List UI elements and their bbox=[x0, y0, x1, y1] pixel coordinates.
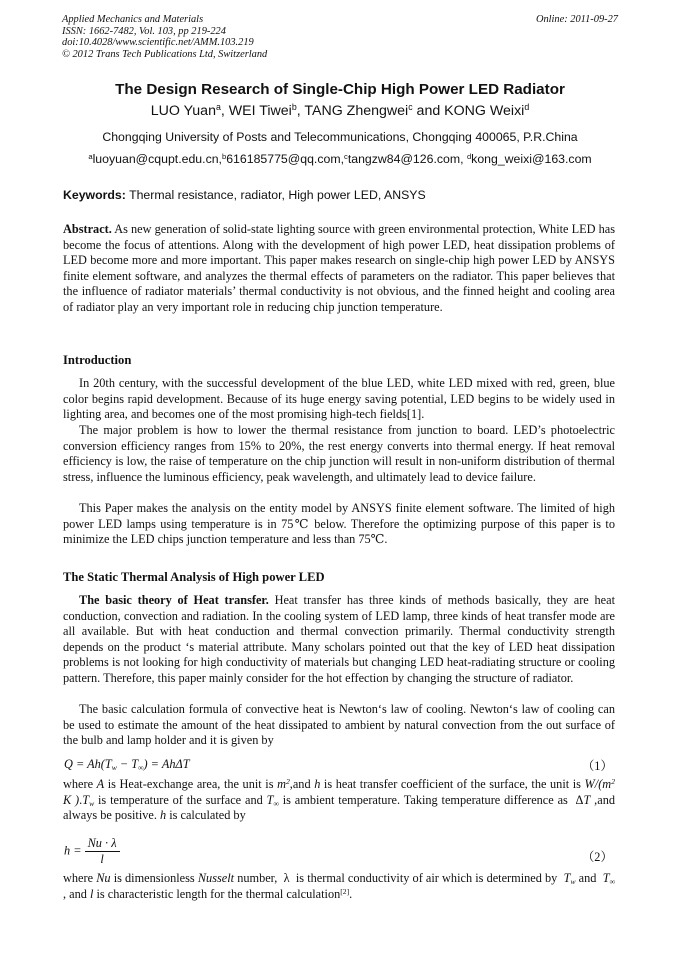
email-list bbox=[62, 152, 618, 166]
intro-paragraph-2: The major problem is how to lower the thermal resistance from junction to board. LED’s photoelectric conversion efficiency ranges from 15% to 20%, the rest energy converts into thermal energy. If heat removal efficiency is low, the raise of temperature on the chip junction will result in non-uniform distribution of thermal stress, influence the luminous efficiency, peak wavelength, and ultimately lead to device failure. bbox=[63, 423, 615, 484]
issn-line: ISSN: 1662-7482, Vol. 103, pp 219-224 bbox=[62, 25, 226, 37]
copyright-line: © 2012 Trans Tech Publications Ltd, Switzerland bbox=[62, 48, 268, 60]
doi-line: doi:10.4028/www.scientific.net/AMM.103.219 bbox=[62, 37, 254, 49]
email[interactable]: $^a$luoyuan@cqupt.edu.cn, bbox=[88, 151, 222, 166]
section-heading-static: The Static Thermal Analysis of High power LED bbox=[63, 570, 325, 584]
static-paragraph-2: The basic calculation formula of convective heat is Newton‘s law of cooling. Newton‘s law of cooling can be used to estimate the amount of the heat dissipated to ambient by natural convection from the out surface of the bulb and lamp holder and it is given by bbox=[63, 702, 615, 748]
equation-2: h = $\frac{Nu \cdot \lambda}{l}$ bbox=[64, 836, 120, 867]
paper-title: The Design Research of Single-Chip High Power LED Radiator bbox=[115, 81, 565, 98]
journal-name: Applied Mechanics and Materials bbox=[62, 14, 204, 25]
abstract-label: Abstract. bbox=[63, 222, 112, 236]
affiliation: Chongqing University of Posts and Telecommunications, Chongqing 400065, P.R.China bbox=[102, 130, 578, 144]
email[interactable]: $^d$kong_weixi@163.com bbox=[466, 151, 592, 166]
abstract-text: As new generation of solid-state lighting source with green environmental protection, White LED has become the focus of attentions. Along with the development of high power LED, heat dissipation problems of LED become more and more important. This paper makes research on single-chip high power LED by ANSYS finite element software, and analyzes the thermal effects of parameters on the radiator. This paper believes that the influence of radiator materials’ thermal conductivity is not obvious, and the finned height and cooling area of radiator play an very important role in reducing chip junction temperature. bbox=[63, 222, 615, 314]
keywords bbox=[63, 188, 619, 202]
equation-2-number: （2） bbox=[582, 850, 613, 864]
section-heading-introduction: Introduction bbox=[63, 353, 132, 367]
author-list bbox=[62, 103, 618, 119]
running-header bbox=[62, 14, 618, 60]
equation-1-explanation: where A is Heat-exchange area, the unit is $m^2,and$ h is heat transfer coefficient of the surface, the unit is $W/(m^2$ K )$.T_w$ is temperature of the surface and $T_\infty$ is ambient temperature. Taking temperature difference as ΔT ,and always be positive. h is calculated by bbox=[63, 776, 615, 823]
intro-paragraph-1: In 20th century, with the successful development of the blue LED, white LED mixed with red, green, blue color begins rapid development. Because of its huge energy saving potential, LED begins to be widely used in lighting area, and becomes one of the most promising high-tech fields[1]. bbox=[63, 376, 615, 422]
author: LUO Yuan$^a$, bbox=[150, 102, 229, 119]
online-date: Online: 2011-09-27 bbox=[535, 14, 618, 25]
equation-2-explanation: where Nu is dimensionless Nusselt number, λ is thermal conductivity of air which is determined by $T_w$ and $T_\infty$ , and l is characteristic length for the thermal calculation[2]. bbox=[63, 871, 615, 901]
equation-1-number: （1） bbox=[582, 759, 613, 773]
author: TANG Zhengwei$^c$ and bbox=[304, 102, 445, 119]
email[interactable]: $^b$616185775@qq.com, bbox=[221, 151, 344, 166]
author: KONG Weixi$^d$ bbox=[444, 102, 530, 119]
author: WEI Tiwei$^b$, bbox=[228, 102, 305, 119]
equation-1: $Q = Ah(T_w - T_\infty) = Ah\Delta T$ bbox=[64, 757, 190, 772]
email[interactable]: $^c$tangzw84@126.com, bbox=[344, 151, 467, 166]
subsection-lead: The basic theory of Heat transfer. bbox=[79, 593, 269, 607]
keywords-text: Thermal resistance, radiator, High power LED, ANSYS bbox=[129, 188, 426, 202]
keywords-label: Keywords: bbox=[63, 188, 126, 202]
intro-paragraph-3: This Paper makes the analysis on the entity model by ANSYS finite element software. The limited of high power LED lamps using temperature is in 75℃ below. Therefore the optimizing purpose of this paper is to minimize the LED chips junction temperature and less than 75℃. bbox=[63, 501, 615, 547]
abstract bbox=[63, 222, 615, 316]
static-paragraph-1: The basic theory of Heat transfer. Heat transfer has three kinds of methods basically, they are heat conduction, convection and radiation. In the cooling system of LED lamp, three kinds of heat transfer mode are all available. But with heat conduction and thermal convection primarily. Thermal conductivity strength depends on the product ‘s material attribute. Many scholars pointed out that the key of LED heat dissipation problems is not looking for high conductivity of materials but changing LED heat-radiating structure or cooling pattern. Therefore, this paper mainly consider for the hot effection by changing the structure of radiator. bbox=[63, 593, 615, 685]
